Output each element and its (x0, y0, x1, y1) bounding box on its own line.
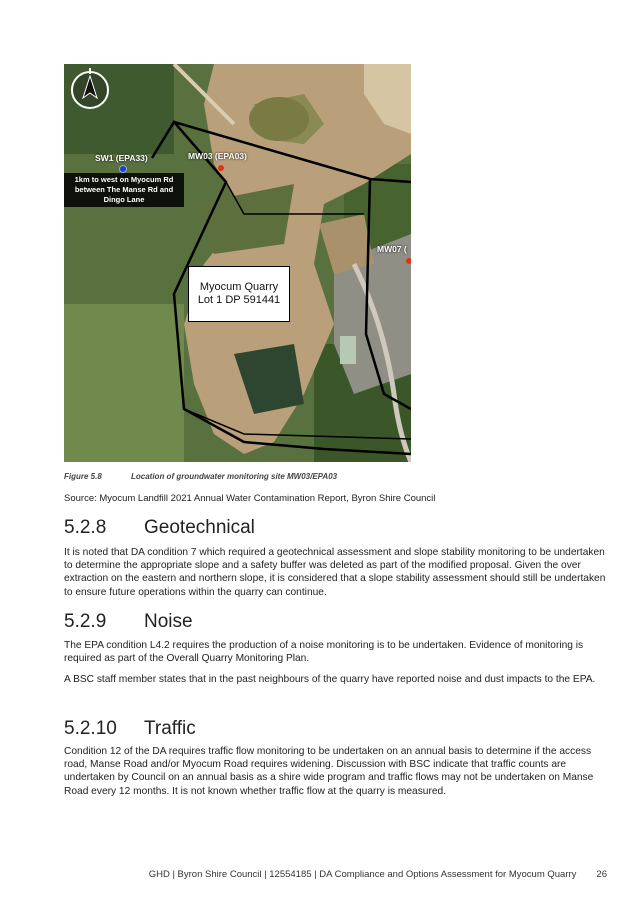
heading-number: 5.2.10 (64, 718, 117, 739)
sw1-label: SW1 (EPA33) (95, 153, 148, 163)
footer-text: GHD | Byron Shire Council | 12554185 | DA Compliance and Options Assessment for Myocum Quarry (148, 869, 577, 880)
sw1-note-line: between The Manse Rd and (74, 185, 174, 194)
heading-geotechnical (64, 517, 255, 539)
heading-number: 5.2.8 (64, 517, 107, 538)
sw1-marker (119, 165, 127, 173)
aerial-map-figure (64, 64, 411, 462)
aerial-photo (64, 64, 411, 462)
traffic-paragraph: Condition 12 of the DA requires traffic flow monitoring to be undertaken on an annual basis to determine if the access road, Manse Road and/or Myocum Road requires widening. Discussion with BSC indicate that traffic counts are undertaken by Council on an annual basis as a shire wide program and traffic flows may not be undertaken on Manse Road every 12 months. It is not known whether traffic flow at the quarry is measured. (64, 746, 594, 797)
geotechnical-paragraph: It is noted that DA condition 7 which required a geotechnical assessment and slope stability monitoring to be undertaken to determine the appropriate slope and a safety buffer was deleted as part of the modified proposal. Given the over extraction on the eastern and northern slope, it is considered that a slope stability assessment should still be undertaken to ensure future operations within the quarry can continue. (64, 547, 606, 598)
sw1-note (64, 173, 184, 207)
noise-paragraph-2: A BSC staff member states that in the past neighbours of the quarry have reported noise and dust impacts to the EPA. (64, 674, 596, 685)
heading-number: 5.2.9 (64, 611, 107, 632)
mw03-label: MW03 (EPA03) (188, 151, 247, 161)
heading-title: Geotechnical (144, 517, 255, 538)
mw07-marker (406, 258, 411, 264)
heading-noise (64, 611, 193, 633)
sw1-note-line: Dingo Lane (103, 195, 145, 204)
quarry-lot: Lot 1 DP 591441 (197, 294, 281, 306)
heading-title: Noise (144, 611, 193, 632)
heading-traffic (64, 718, 196, 740)
heading-title: Traffic (144, 718, 196, 739)
mw03-marker (218, 165, 224, 171)
figure-number: Figure 5.8 (64, 472, 102, 481)
quarry-name: Myocum Quarry (199, 281, 279, 293)
noise-paragraph-1: The EPA condition L4.2 requires the production of a noise monitoring is to be undertaken. Evidence of monitoring is required as part of the Overall Quarry Monitoring Plan. (64, 640, 584, 665)
page-footer (149, 869, 607, 880)
figure-caption (64, 472, 337, 481)
figure-source: Source: Myocum Landfill 2021 Annual Water Contamination Report, Byron Shire Council (64, 493, 436, 504)
page-number: 26 (596, 869, 607, 880)
sw1-note-line: 1km to west on Myocum Rd (74, 175, 174, 184)
mw07-label: MW07 ( (377, 244, 407, 254)
figure-caption-text: Location of groundwater monitoring site MW03/EPA03 (131, 472, 338, 481)
quarry-label-box (188, 266, 290, 322)
